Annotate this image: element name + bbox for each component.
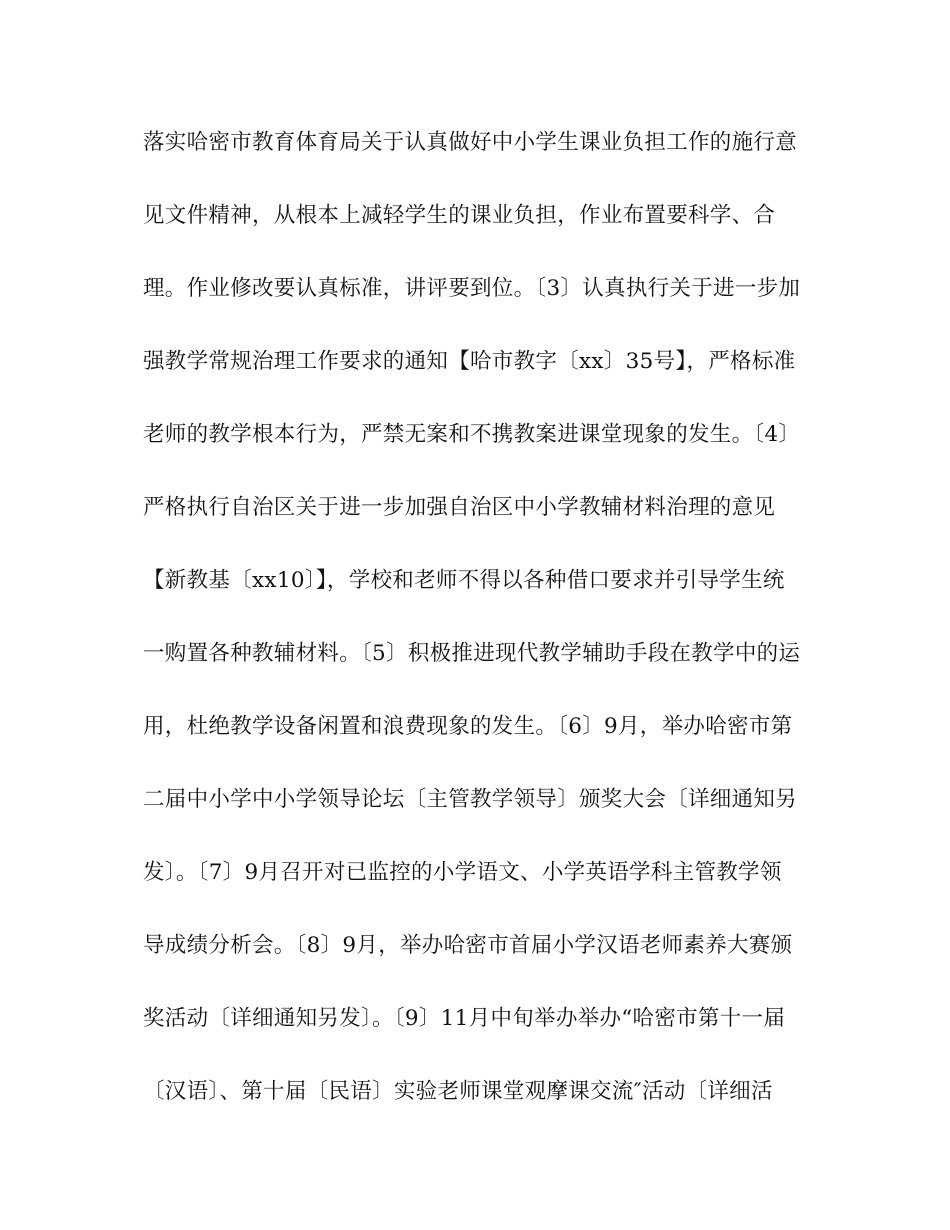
text-line: 一购置各种教辅材料。〔5〕积极推进现代教学辅助手段在教学中的运 [143,641,801,666]
text-line: 见文件精神，从根本上减轻学生的课业负担，作业布置要科学、合 [143,203,776,228]
text-line: 二届中小学中小学领导论坛〔主管教学领导〕颁奖大会〔详细通知另 [143,787,798,812]
text-line: 【新教基〔xx10〕】，学校和老师不得以各种借口要求并引导学生统 [143,568,785,593]
text-line: 强教学常规治理工作要求的通知【哈市教字〔xx〕35号】，严格标准 [143,349,796,374]
text-line: 导成绩分析会。〔8〕9月，举办哈密市首届小学汉语老师素养大赛颁 [143,933,793,958]
text-line: 老师的教学根本行为，严禁无案和不携教案进课堂现象的发生。〔4〕 [143,422,801,447]
text-line: 〔汉语〕、第十届〔民语〕实验老师课堂观摩课交流″活动〔详细活 [143,1079,773,1104]
text-line: 发〕。〔7〕9月召开对已监控的小学语文、小学英语学科主管教学领 [143,860,782,885]
text-line: 落实哈密市教育体育局关于认真做好中小学生课业负担工作的施行意 [143,130,798,155]
text-line: 严格执行自治区关于进一步加强自治区中小学教辅材料治理的意见 [143,495,776,520]
text-line: 理。作业修改要认真标准，讲评要到位。〔3〕认真执行关于进一步加 [143,276,801,301]
text-line: 用，杜绝教学设备闲置和浪费现象的发生。〔6〕9月，举办哈密市第 [143,714,793,739]
text-line: 奖活动〔详细通知另发〕。〔9〕11月中旬举办举办“哈密市第十一届 [143,1006,786,1031]
